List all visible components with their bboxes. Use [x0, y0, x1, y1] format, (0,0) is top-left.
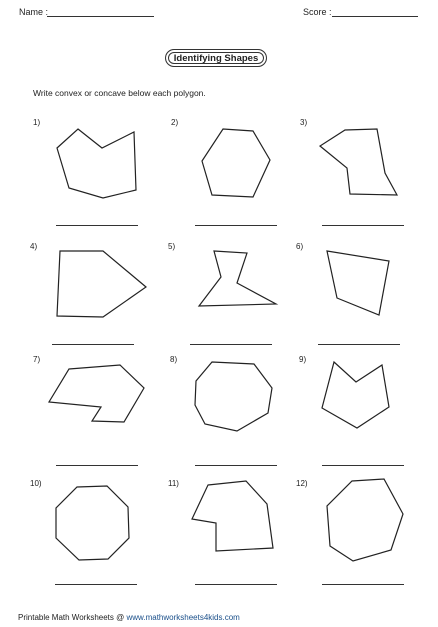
answer-line-4[interactable]	[52, 344, 134, 345]
polygon-10	[56, 486, 129, 560]
footer-site-link[interactable]: www.mathworksheets4kids.com	[126, 613, 240, 622]
polygon-5	[199, 251, 276, 306]
answer-line-1[interactable]	[56, 225, 138, 226]
answer-line-3[interactable]	[322, 225, 404, 226]
problem-number-12: 12)	[296, 479, 308, 488]
answer-line-9[interactable]	[322, 465, 404, 466]
problem-number-9: 9)	[299, 355, 307, 364]
polygon-4	[57, 251, 146, 317]
problem-number-4: 4)	[30, 242, 38, 251]
polygon-12	[327, 479, 403, 561]
polygon-2	[202, 129, 270, 197]
problem-number-1: 1)	[33, 118, 41, 127]
answer-line-5[interactable]	[190, 344, 272, 345]
problem-number-3: 3)	[300, 118, 308, 127]
problem-number-10: 10)	[30, 479, 42, 488]
problem-number-5: 5)	[168, 242, 176, 251]
answer-line-6[interactable]	[318, 344, 400, 345]
score-label: Score :	[303, 7, 332, 17]
problem-number-2: 2)	[171, 118, 179, 127]
polygon-3	[320, 129, 397, 195]
worksheet-title: Identifying Shapes	[165, 49, 267, 67]
polygon-11	[192, 481, 273, 551]
answer-line-7[interactable]	[56, 465, 138, 466]
problem-number-6: 6)	[296, 242, 304, 251]
polygon-9	[322, 362, 389, 428]
answer-line-11[interactable]	[195, 584, 277, 585]
name-label: Name :	[19, 7, 49, 17]
instruction-text: Write convex or concave below each polygon.	[33, 88, 206, 98]
answer-line-8[interactable]	[195, 465, 277, 466]
problem-number-8: 8)	[170, 355, 178, 364]
problem-number-7: 7)	[33, 355, 41, 364]
problem-number-11: 11)	[168, 479, 179, 488]
polygon-6	[327, 251, 389, 315]
answer-line-12[interactable]	[322, 584, 404, 585]
footer-prefix: Printable Math Worksheets @	[18, 613, 127, 622]
polygon-7	[49, 365, 144, 422]
footer	[18, 613, 240, 622]
polygon-8	[195, 362, 272, 431]
answer-line-2[interactable]	[195, 225, 277, 226]
answer-line-10[interactable]	[55, 584, 137, 585]
polygon-1	[57, 129, 136, 198]
